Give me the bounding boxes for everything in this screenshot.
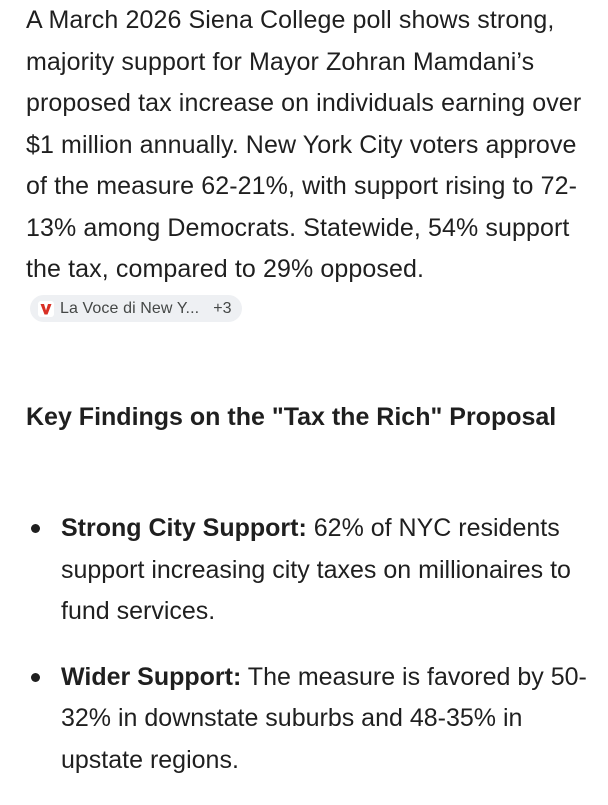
finding-title: Wider Support: <box>61 662 242 691</box>
intro-text: A March 2026 Siena College poll shows strong, majority support for Mayor Zohran Mamdani’s proposed tax increase on individuals earning over $1 million annually. New York City voters approve of the measure 62-21%, with support rising to 72-13% among Democrats. Statewide, 54% support the tax, compared to 29% opposed. <box>26 6 582 283</box>
source-chip[interactable] <box>30 295 242 322</box>
finding-text: The measure is favored by 50-32% in downstate suburbs and 48-35% in upstate regions. <box>61 662 587 774</box>
answer-content <box>26 0 596 774</box>
finding-text: 62% of NYC residents support increasing city taxes on millionaires to fund services. <box>61 514 571 625</box>
list-item <box>26 657 596 782</box>
bullet-dot-icon <box>31 673 40 682</box>
section-heading: Key Findings on the "Tax the Rich" Proposal <box>26 403 557 431</box>
la-voce-logo-icon <box>38 301 54 317</box>
findings-list <box>26 508 596 805</box>
finding-title: Strong City Support: <box>61 514 307 542</box>
intro-paragraph <box>26 0 596 332</box>
source-chip-count: +3 <box>213 300 232 317</box>
source-chip-label: La Voce di New Y... <box>60 300 200 317</box>
bullet-dot-icon <box>31 524 40 533</box>
list-item <box>26 508 596 633</box>
